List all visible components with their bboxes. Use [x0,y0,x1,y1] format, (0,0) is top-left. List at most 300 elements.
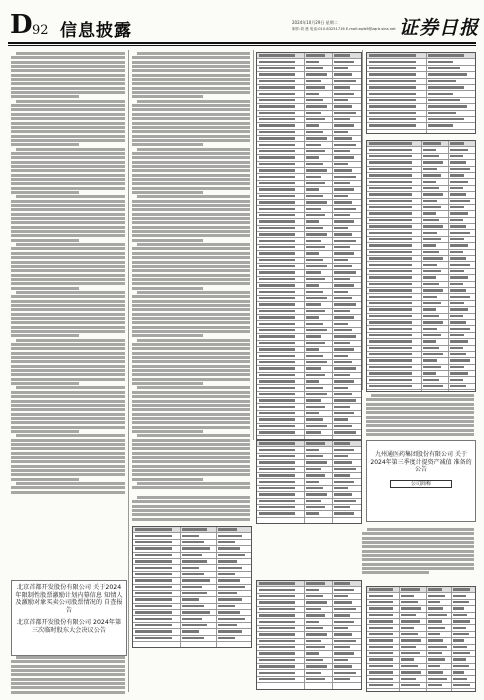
data-table-column-3-bottom [256,580,362,690]
text-line [11,343,125,346]
table-cell [334,601,352,603]
text-line [11,104,125,107]
text-line [132,108,250,111]
table-cell [453,614,467,616]
text-line [132,87,250,90]
table-cell [182,592,207,594]
table-cell [334,487,348,489]
table-cell [259,176,295,178]
table-cell [334,449,354,451]
page-header [0,0,484,44]
text-line [132,321,250,324]
table-cell [450,283,463,285]
text-line [132,295,250,298]
table-cell [182,535,199,537]
table-cell [259,73,295,75]
text-line [11,113,125,116]
text-line [11,269,125,272]
table-cell [428,646,446,648]
text-line [11,356,125,359]
text-line [11,252,125,255]
text-line [366,398,474,401]
table-cell [450,264,470,266]
date-line: 2024年10月29日 星期二 [292,20,338,25]
table-cell [306,442,325,444]
table-column-line [332,53,333,439]
text-line [11,226,125,229]
table-cell [369,206,412,208]
text-line [132,395,250,398]
table-cell [259,506,295,508]
table-cell [259,406,295,408]
table-cell [423,385,443,387]
table-cell [450,142,464,144]
table-cell [259,265,295,267]
table-cell [306,387,323,389]
table-cell [334,144,356,146]
table-cell [306,500,321,502]
table-cell [306,195,323,197]
table-cell [182,630,199,632]
table-cell [428,678,446,680]
table-cell [259,61,295,63]
table-cell [259,431,295,433]
text-line [11,247,125,250]
table-cell [259,627,295,629]
table-cell [401,620,419,622]
table-cell [259,387,295,389]
table-cell [369,678,393,680]
table-cell [453,627,465,629]
table-cell [334,608,356,610]
text-line [132,113,250,116]
table-cell [428,639,443,641]
table-cell [259,297,295,299]
table-cell [369,225,412,227]
text-line [137,195,250,198]
table-cell [423,264,437,266]
table-cell [306,361,327,363]
table-cell [334,201,352,203]
table-cell [306,182,325,184]
table-cell [423,193,443,195]
table-cell [334,633,352,635]
table-cell [259,163,295,165]
table-cell [369,607,393,609]
table-cell [450,347,463,349]
table-cell [334,455,348,457]
table-cell [450,270,464,272]
table-cell [423,257,443,259]
table-cell [423,212,436,214]
text-line [132,182,250,185]
table-row [367,123,475,129]
data-table-column-3-lower [256,440,362,524]
table-cell [259,608,295,610]
table-cell [423,372,436,374]
text-line [366,407,474,410]
text-line [132,400,250,403]
table-cell [306,589,319,591]
table-cell [428,67,460,69]
table-cell [306,431,321,433]
table-cell [401,684,419,686]
table-cell [334,227,348,229]
table-cell [423,308,436,310]
table-cell [334,659,348,661]
table-cell [369,289,412,291]
table-cell [135,586,172,588]
text-line [132,221,250,224]
text-line [132,317,250,320]
text-line [132,152,250,155]
table-cell [334,646,350,648]
text-line [11,156,125,159]
table-cell [306,54,325,56]
table-cell [259,487,295,489]
text-line [16,339,125,342]
table-cell [259,208,295,210]
table-cell [306,316,319,318]
table-cell [334,310,350,312]
table-cell [334,316,354,318]
table-cell [423,276,436,278]
table-cell [259,633,295,635]
table-cell [306,659,323,661]
table-cell [334,297,352,299]
table-cell [259,455,295,457]
table-cell [369,61,416,63]
table-cell [369,684,393,686]
table-cell [423,200,437,202]
table-cell [453,595,465,597]
table-cell [182,624,207,626]
text-line [11,313,125,316]
column-divider [362,50,363,390]
table-cell [306,93,319,95]
table-cell [306,246,325,248]
text-line [137,496,250,499]
table-cell [423,232,437,234]
table-cell [259,665,295,667]
text-line [132,187,250,190]
data-table-column-4 [366,140,476,392]
table-cell [423,181,436,183]
text-line [132,269,250,272]
text-line [11,182,125,185]
table-cell [259,493,295,495]
article-column-4-bottom [362,528,474,580]
text-line [16,386,125,389]
table-cell [334,406,350,408]
table-cell [450,296,470,298]
table-cell [334,220,354,222]
text-line [11,239,79,242]
table-cell [450,232,470,234]
text-line [132,156,250,159]
table-cell [334,500,356,502]
table-row [257,430,361,436]
table-cell [259,316,295,318]
table-cell [259,156,295,158]
table-cell [401,678,415,680]
table-cell [306,512,319,514]
text-line [371,394,474,397]
table-cell [423,353,443,355]
table-cell [259,118,295,120]
text-line [132,369,250,372]
table-cell [259,481,295,483]
table-cell [259,112,295,114]
text-line [11,317,125,320]
text-line [11,230,125,233]
table-cell [306,665,327,667]
table-cell [259,474,295,476]
table-cell [453,646,467,648]
table-cell [306,61,319,63]
table-cell [218,560,238,562]
table-cell [218,579,240,581]
text-line [11,82,125,85]
table-cell [334,493,352,495]
table-cell [423,347,439,349]
text-line [366,424,474,427]
table-cell [334,348,354,350]
table-cell [369,232,412,234]
table-cell [259,259,295,261]
table-cell [450,359,470,361]
text-line [132,452,250,455]
table-cell [306,678,325,680]
table-cell [334,367,356,369]
text-line [11,139,125,142]
table-cell [334,259,348,261]
table-cell [334,431,356,433]
text-line [11,452,125,455]
table-cell [401,601,417,603]
table-cell [423,328,437,330]
text-line [16,291,125,294]
table-cell [450,353,466,355]
table-cell [334,195,348,197]
table-cell [369,200,412,202]
table-cell [334,131,348,133]
table-cell [450,238,464,240]
table-cell [334,652,354,654]
table-cell [423,302,441,304]
table-cell [428,105,467,107]
text-line [366,411,474,414]
text-line [132,126,250,129]
table-cell [423,161,443,163]
text-line [132,174,250,177]
text-line [11,187,125,190]
text-line [11,486,125,489]
table-cell [259,252,295,254]
table-cell [334,105,352,107]
table-cell [334,67,348,69]
table-cell [334,355,348,357]
table-cell [306,342,325,344]
text-line [11,478,79,481]
table-cell [306,105,327,107]
table-cell [369,276,412,278]
table-cell [334,474,350,476]
table-cell [259,195,295,197]
table-cell [369,601,393,603]
company-announcement-title: 九州通医药集团股份有限公司 关于2024年第三季度计提资产减值 准备的公告 [370,451,472,473]
table-cell [259,374,295,376]
announcement-title-2: 北京首都开发股份有限公司 2024年第三次临时股东大会决议公告 [16,619,122,634]
text-line [132,261,250,264]
text-line [132,161,250,164]
table-cell [334,374,350,376]
text-line [11,491,125,494]
table-cell [428,99,460,101]
table-cell [259,412,295,414]
data-table-column-4-bottom [366,586,476,692]
table-cell [218,598,243,600]
table-cell [428,627,444,629]
table-cell [306,425,327,427]
table-cell [218,535,243,537]
text-line [132,313,250,316]
table-cell [259,278,295,280]
table-cell [306,621,319,623]
table-cell [135,598,172,600]
text-line [132,287,203,290]
table-cell [428,112,456,114]
data-table-column-4-top [366,52,476,134]
table-cell [306,208,321,210]
text-line [11,417,125,420]
table-cell [259,227,295,229]
column-divider [253,50,254,440]
table-cell [369,149,412,151]
table-cell [306,627,323,629]
table-cell [369,652,393,654]
table-cell [306,233,327,235]
table-cell [450,251,463,253]
table-cell [453,607,464,609]
table-cell [453,588,470,590]
table-cell [306,297,327,299]
table-cell [369,124,416,126]
text-line [11,261,125,264]
table-cell [306,240,321,242]
text-line [132,165,250,168]
text-line [11,161,125,164]
table-cell [334,589,354,591]
table-cell [259,380,295,382]
table-cell [135,554,172,556]
table-cell [453,652,470,654]
table-cell [334,425,352,427]
text-line [132,447,250,450]
table-cell [450,244,468,246]
text-line [11,665,125,668]
table-cell [259,399,295,401]
text-line [11,308,125,311]
text-line [11,69,125,72]
text-line [132,356,250,359]
text-line [11,321,125,324]
table-cell [423,168,437,170]
text-line [132,91,250,94]
table-cell [135,592,172,594]
text-line [137,339,250,342]
table-cell [369,620,393,622]
text-line [362,537,474,540]
table-cell [334,284,354,286]
table-cell [450,321,466,323]
table-cell [182,573,204,575]
table-cell [306,291,323,293]
table-cell [453,620,470,622]
table-cell [450,328,470,330]
text-line [11,669,125,672]
table-cell [306,112,321,114]
text-line [11,61,125,64]
text-line [11,673,125,676]
table-cell [369,283,412,285]
text-line [11,213,125,216]
text-line [132,217,250,220]
table-cell [428,595,444,597]
table-cell [423,366,441,368]
table-cell [334,169,352,171]
table-column-line [332,441,333,523]
table-cell [259,310,295,312]
table-cell [334,665,352,667]
text-line [11,91,125,94]
table-cell [428,652,441,654]
table-cell [218,586,245,588]
text-line [11,108,125,111]
table-cell [306,449,319,451]
text-line [11,347,125,350]
text-line [132,130,250,133]
text-line [132,191,203,194]
text-line [11,360,125,363]
text-line [132,421,250,424]
table-cell [306,144,321,146]
table-column-line [180,527,181,647]
table-cell [369,270,412,272]
table-cell [135,541,172,543]
text-line [132,213,250,216]
text-line [11,56,125,59]
table-cell [334,118,350,120]
table-cell [306,367,321,369]
text-line [132,430,203,433]
table-cell [306,374,325,376]
text-line [132,278,250,281]
table-cell [218,605,235,607]
text-line [16,148,125,151]
text-line [137,291,250,294]
table-cell [135,579,172,581]
text-line [11,74,125,77]
table-cell [369,264,412,266]
table-cell [306,86,325,88]
table-cell [306,652,319,654]
text-line [132,513,250,516]
text-line [11,404,125,407]
table-cell [428,620,441,622]
table-cell [369,379,412,381]
text-line [132,104,250,107]
